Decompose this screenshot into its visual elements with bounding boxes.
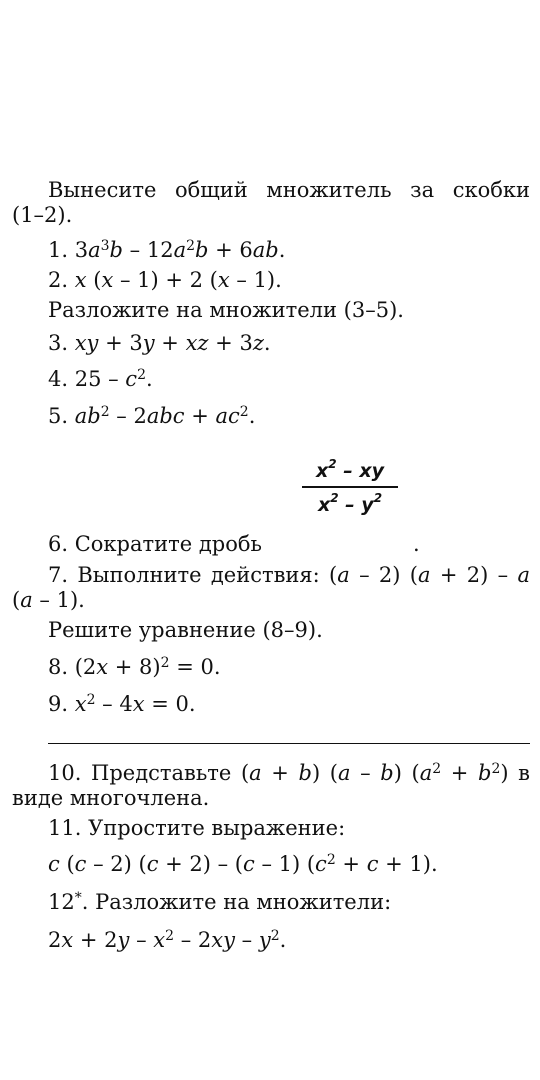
fraction-denominator: $x^2 - y^2$ [317,491,383,516]
task-6-period: . [413,532,420,556]
task-12: 12*. Разложите на множители: [48,890,392,914]
intro-factorize: Разложите на множители (3–5). [48,298,404,322]
fraction-numerator: $x^2$ – xy [316,457,384,482]
task-6: 6. Сократите дробь [48,532,262,556]
task-1: 1. $3a^3b - 12a^2b + 6ab$. [48,238,286,262]
task-3: 3. xy + 3y + xz + 3z. [48,331,271,355]
task-9: 9. $x^2 - 4x = 0$. [48,692,196,716]
task-2: 2. x (x – 1) + 2 (x – 1). [48,268,282,292]
task-11-expression: c (c – 2) (c + 2) – (c – 1) $(c^2 + c + 1)$. [48,852,438,876]
task-4: 4. $25 - c^2$. [48,367,153,391]
fraction-bar [302,486,398,488]
task-8: 8. $(2x + 8)^2 = 0$. [48,655,221,679]
fraction-image [300,458,400,518]
divider-line [48,743,530,744]
task-5: 5. $ab^2 - 2abc + ac^2$. [48,404,256,428]
task-10: 10. Представьте (a + b) (a – b) $(a^2 + b^2)$ в [48,761,530,785]
intro-factor-out-range: (1–2). [12,203,73,227]
intro-solve: Решите уравнение (8–9). [48,618,323,642]
task-12-expression: $2x + 2y - x^2 - 2xy - y^2$. [48,928,287,952]
intro-factor-out: Вынесите общий множитель за скобки [48,178,530,202]
task-11: 11. Упростите выражение: [48,816,346,840]
task-10-cont: виде многочлена. [12,786,210,810]
task-7-cont: (a – 1). [12,588,85,612]
task-7: 7. Выполните действия: (a – 2) (a + 2) – a [48,563,531,587]
